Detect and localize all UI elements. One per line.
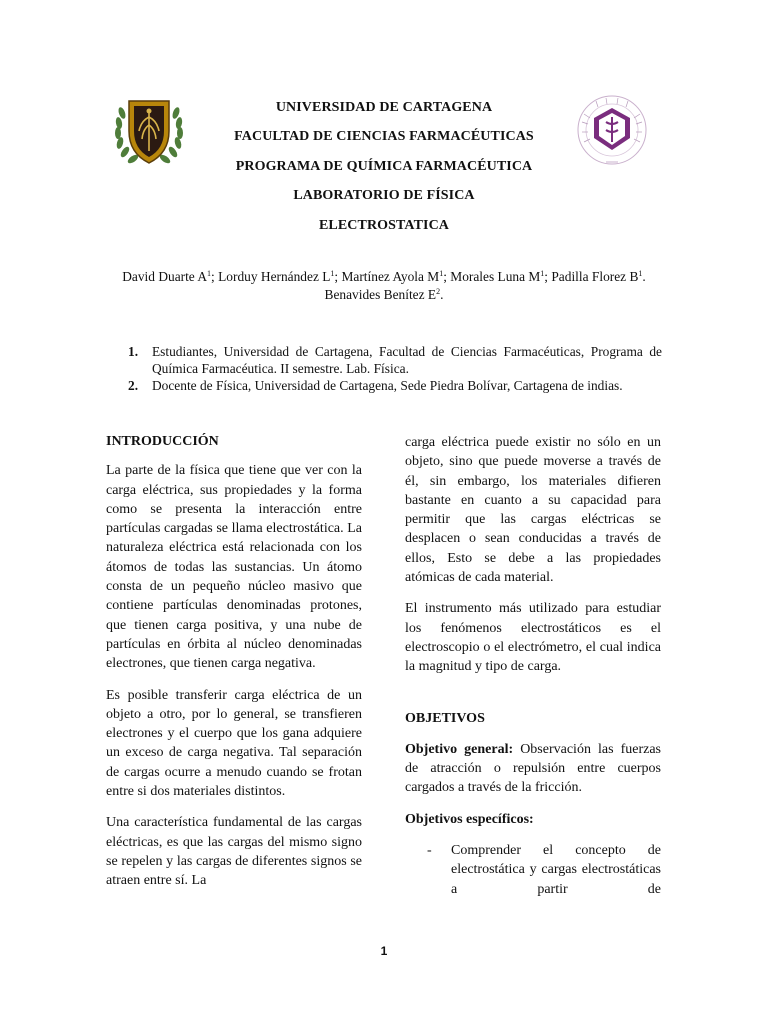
section-heading-objetivos: OBJETIVOS — [405, 710, 485, 726]
author-name: Padilla Florez $B^1$. — [551, 269, 646, 284]
program-title: PROGRAMA DE QUÍMICA FARMACÉUTICA — [235, 158, 533, 174]
affiliation-number: 2. — [128, 378, 139, 393]
university-title: UNIVERSIDAD DE CARTAGENA — [275, 100, 493, 115]
list-item-text: Comprender el concepto de electrostática y cargas electrostáticas a partir de — [451, 843, 661, 897]
affiliation-text: Estudiantes, Universidad de Cartagena, Facultad de Ciencias Farmacéuticas, Programa de Química Farmacéutica. II semestre. Lab. Física. — [152, 344, 662, 376]
authors-line — [100, 268, 668, 304]
objetivo-general-label: Objetivo general: — [405, 741, 514, 757]
author-name: David Duarte $A^1$; — [122, 269, 219, 284]
author-name: Martínez Ayola $M^1$; — [341, 269, 451, 284]
affiliation-text: Docente de Física, Universidad de Cartagena, Sede Piedra Bolívar, Cartagena de indias. — [152, 378, 623, 393]
objetivo-general — [405, 740, 661, 798]
paragraph: El instrumento más utilizado para estudiar los fenómenos electrostáticos es el electroscopio o el electrómetro, el cual indica la magnitud y tipo de carga. — [405, 601, 661, 675]
affiliation-item — [128, 343, 662, 377]
objetivo-general-text: Observación las fuerzas de atracción o repulsión entre cuerpos cargados a través de la fricción. — [405, 741, 661, 796]
dash-bullet: - — [427, 843, 432, 859]
list-item — [405, 841, 661, 899]
affiliation-item — [128, 377, 662, 394]
author-name: Lorduy Hernández $L^1$; — [218, 269, 342, 284]
paragraph: Es posible transferir carga eléctrica de un objeto a otro, por lo general, se transfieren electrones y el cuerpo que los gana adquiere un exceso de carga negativa. Tal separación de cargas ocurre a menudo cuando se frotan entre si dos materiales distintos. — [106, 687, 362, 800]
paragraph: carga eléctrica puede existir no sólo en un objeto, sino que puede moverse a través de él, sin embargo, los materiales difieren bastante en cuanto a su capacidad para permitir que las cargas eléctricas se desplacen o sean conducidas a través de ellos, Esto se debe a las propiedades atómicas de cada material. — [405, 435, 661, 586]
objetivos-especificos-label: Objetivos específicos: — [405, 811, 534, 827]
author-name: Benavides Benítez $E^2$. — [324, 287, 444, 302]
report-title: ELECTROSTATICA — [318, 217, 450, 233]
paragraph: La parte de la física que tiene que ver con la carga eléctrica, sus propiedades y la forma como se presenta la interacción entre partículas cargadas se llama electrostática. La naturaleza eléctrica está relacionada con los átomos de todas las sustancias. Un átomo consta de un pequeño núcleo masivo que contiene partículas denominadas protones, que tienen carga positiva, y una nube de partículas en órbita al núcleo denominadas electrones, que tienen carga negativa. — [106, 463, 362, 672]
faculty-title: FACULTAD DE CIENCIAS FARMACÉUTICAS — [234, 129, 534, 145]
author-name: Morales Luna $M^1$; — [450, 269, 552, 284]
page-number: 1 — [380, 944, 388, 958]
paragraph: Una característica fundamental de las cargas eléctricas, es que las cargas del mismo signo se repelen y las cargas de diferentes signos se atraen entre sí. La — [106, 815, 362, 889]
section-heading-introduccion: INTRODUCCIÓN — [106, 434, 219, 449]
document-header — [160, 93, 608, 240]
lab-title: LABORATORIO DE FÍSICA — [293, 188, 475, 204]
affiliations-list — [128, 343, 662, 394]
right-column — [405, 433, 661, 899]
affiliation-number: 1. — [128, 344, 139, 359]
left-column — [106, 432, 362, 891]
